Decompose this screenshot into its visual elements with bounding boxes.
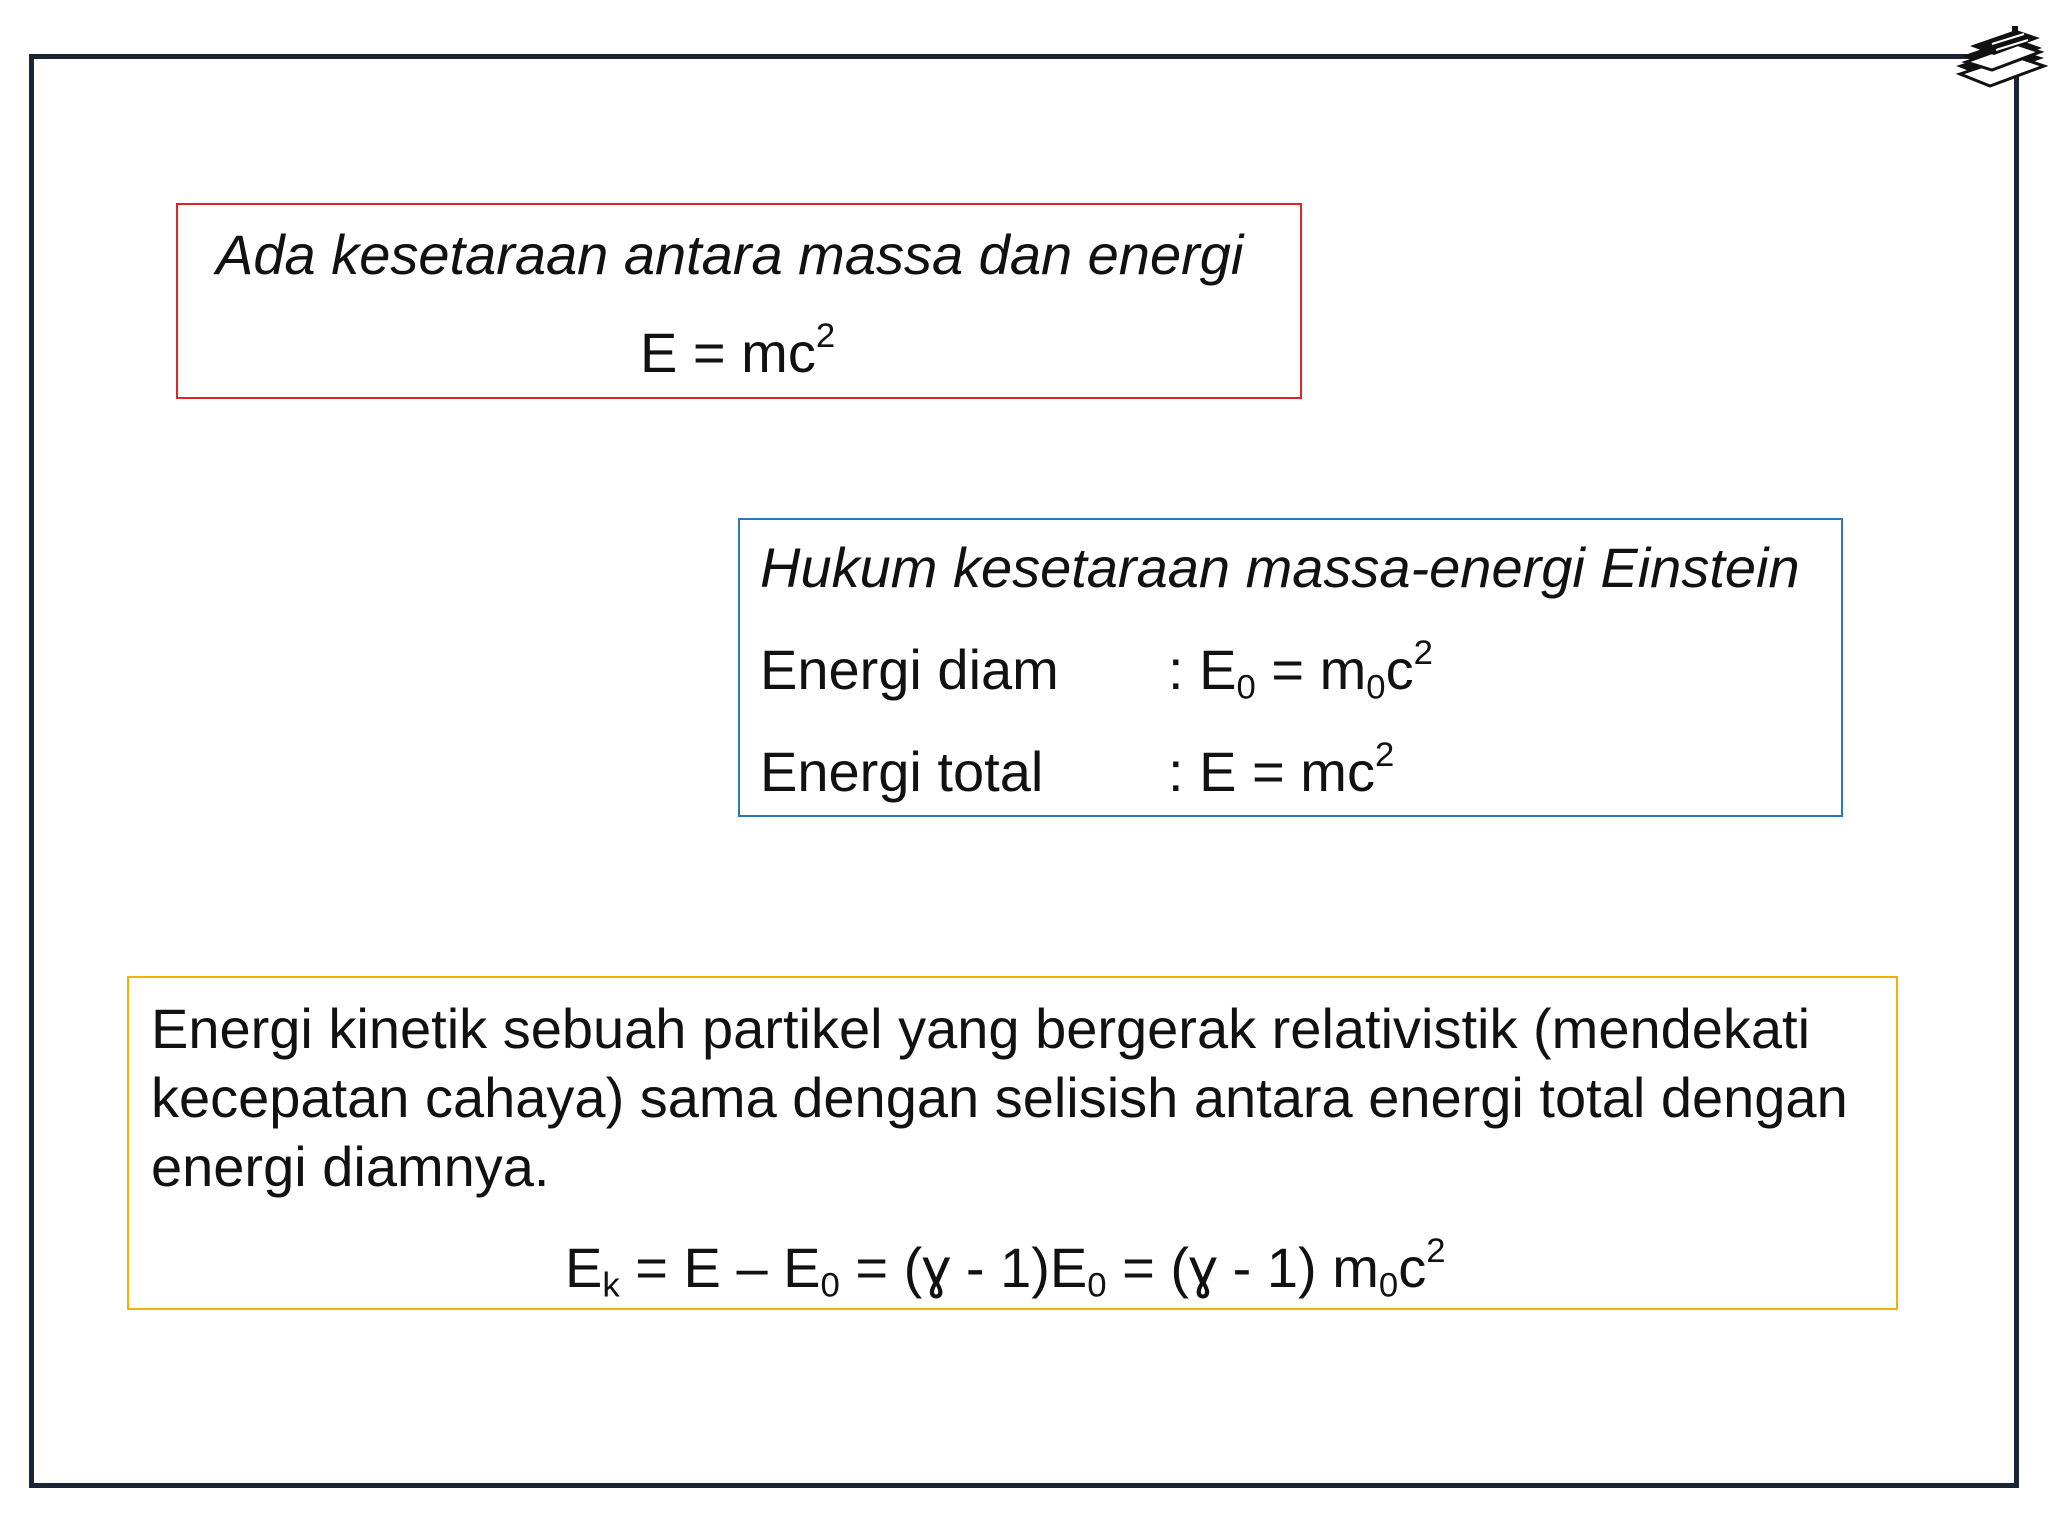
kinetic-energy-formula: $E_k = E - E_0$ = (ɣ - $1)E_0$ = (ɣ - 1) $m_0c^2$ — [565, 1232, 1446, 1305]
einstein-law-title: Hukum kesetaraan massa-energi Einstein — [760, 536, 1800, 599]
kinetic-energy-box — [127, 976, 1898, 1310]
rest-energy-formula: : $E_0 = m_0c^2$ — [1168, 634, 1433, 707]
rest-energy-label: Energi diam — [760, 638, 1059, 701]
stacked-books-logo-icon — [1952, 22, 2048, 94]
mass-energy-formula: $E = mc^2$ — [640, 317, 836, 384]
kinetic-energy-paragraph: Energi kinetik sebuah partikel yang bergerak relativistik (mendekati kecepatan cahaya) sama dengan selisish antara energi total dengan energi diamnya. — [151, 997, 1848, 1198]
einstein-law-box — [738, 518, 1843, 817]
mass-energy-title: Ada kesetaraan antara massa dan energi — [216, 223, 1244, 286]
total-energy-label: Energi total — [760, 740, 1044, 803]
mass-energy-box — [176, 203, 1302, 399]
total-energy-formula: : $E = mc^2$ — [1168, 736, 1395, 803]
